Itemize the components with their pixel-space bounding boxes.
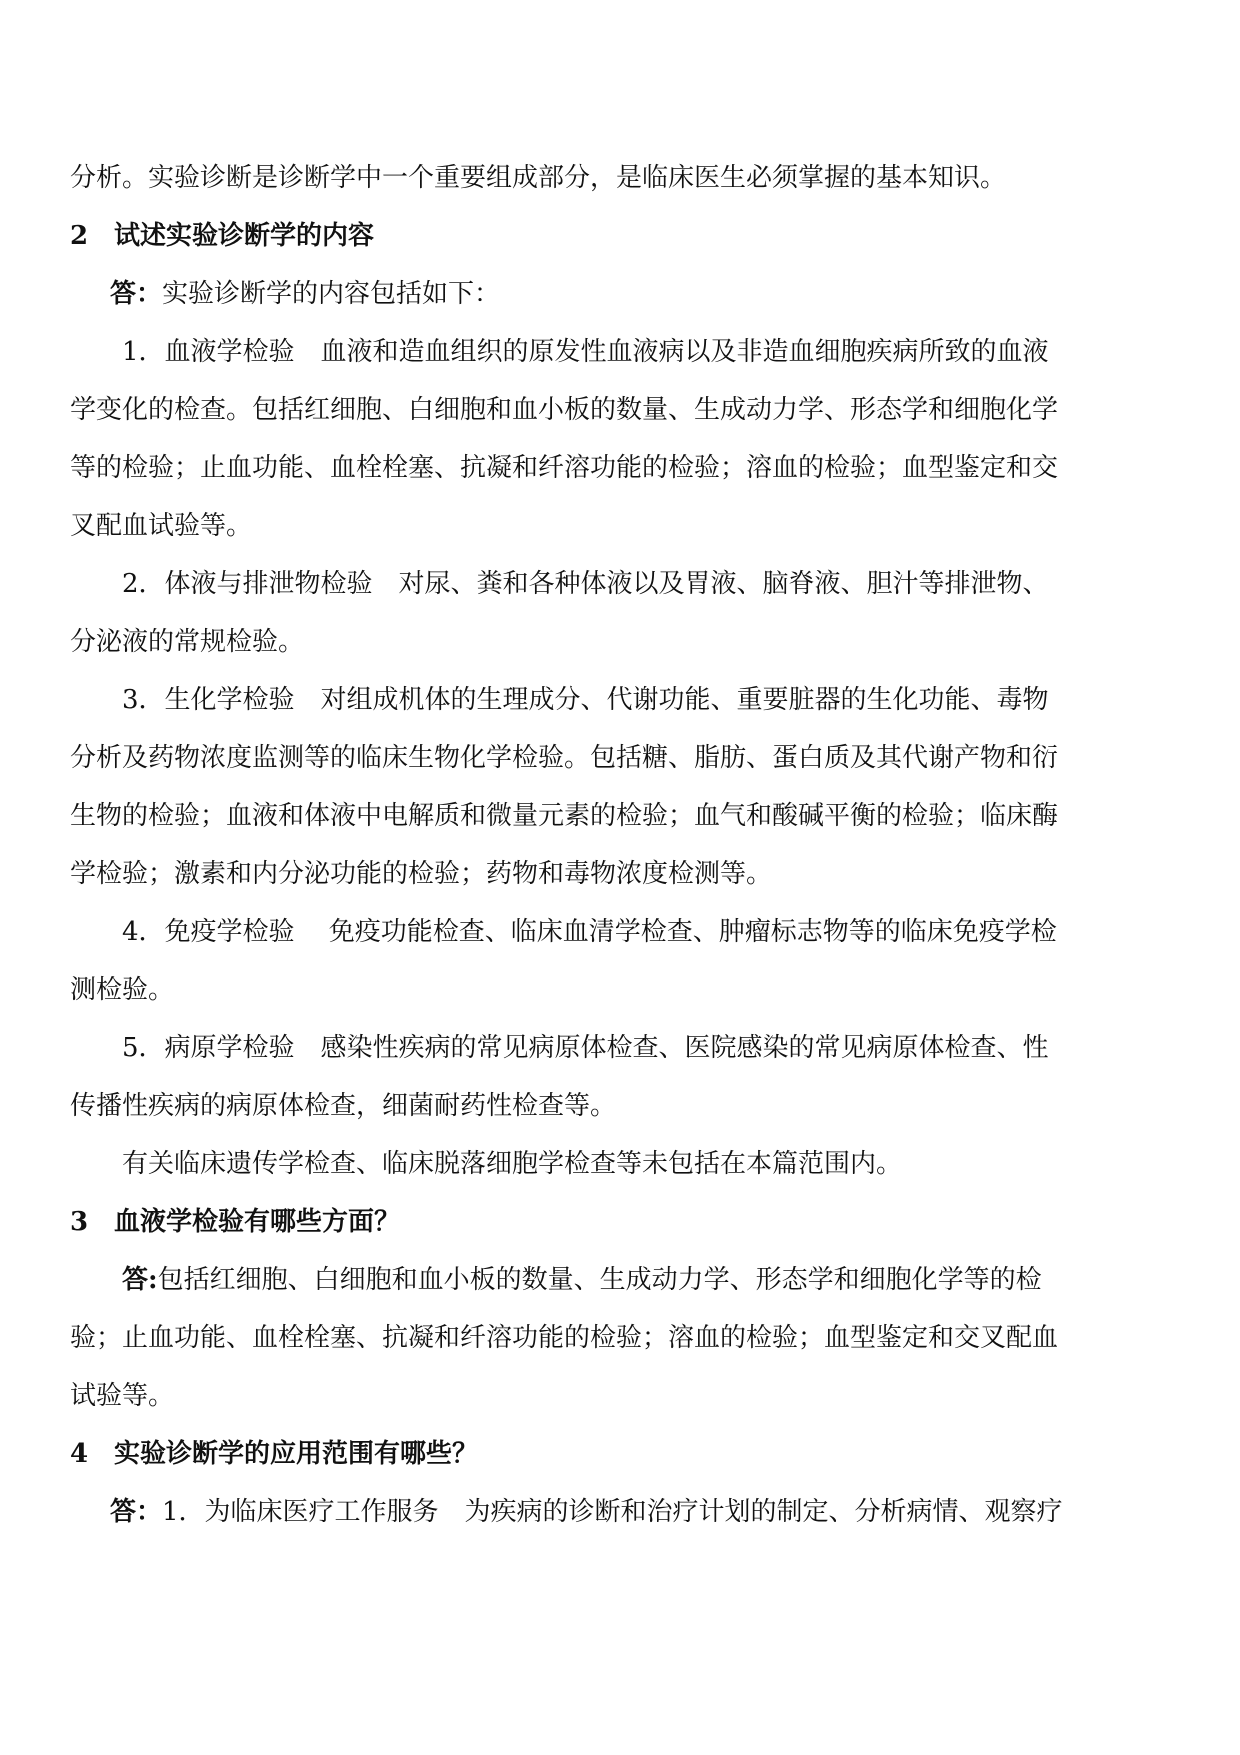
answer-label: 答： [110, 1497, 163, 1527]
question-number: 4 [70, 1439, 89, 1469]
question-text: 试述实验诊断学的内容 [114, 221, 375, 251]
paragraph-line: 3．生化学检验 对组成机体的生理成分、代谢功能、重要脏器的生化功能、毒物 [122, 685, 1049, 715]
paragraph-line: 5．病原学检验 感染性疾病的常见病原体检查、医院感染的常见病原体检查、性 [122, 1033, 1049, 1063]
question-heading [70, 1204, 1170, 1240]
answer-text: 1．为临床医疗工作服务 为疾病的诊断和治疗计划的制定、分析病情、观察疗 [162, 1497, 1063, 1527]
answer-label: 答: [122, 1265, 158, 1295]
answer-label: 答： [110, 279, 163, 309]
paragraph-line: 传播性疾病的病原体检查，细菌耐药性检查等。 [70, 1091, 617, 1121]
paragraph-line: 4．免疫学检验 免疫功能检查、临床血清学检查、肿瘤标志物等的临床免疫学检 [122, 917, 1057, 947]
paragraph-line: 分泌液的常规检验。 [70, 627, 305, 657]
paragraph-line: 分析。实验诊断是诊断学中一个重要组成部分，是临床医生必须掌握的基本知识。 [70, 163, 1007, 193]
answer-line [70, 1262, 1222, 1298]
answer-line [70, 276, 1210, 312]
answer-text: 包括红细胞、白细胞和血小板的数量、生成动力学、形态学和细胞化学等的检 [157, 1265, 1042, 1295]
paragraph-line: 学变化的检查。包括红细胞、白细胞和血小板的数量、生成动力学、形态学和细胞化学 [70, 395, 1059, 425]
paragraph-line: 分析及药物浓度监测等的临床生物化学检验。包括糖、脂肪、蛋白质及其代谢产物和衍 [70, 743, 1059, 773]
paragraph-line: 生物的检验；血液和体液中电解质和微量元素的检验；血气和酸碱平衡的检验；临床酶 [70, 801, 1059, 831]
answer-line [70, 1494, 1210, 1530]
question-text: 实验诊断学的应用范围有哪些？ [114, 1439, 479, 1469]
paragraph-line: 叉配血试验等。 [70, 511, 253, 541]
paragraph-line: 学检验；激素和内分泌功能的检验；药物和毒物浓度检测等。 [70, 859, 773, 889]
paragraph-line: 试验等。 [70, 1381, 175, 1411]
paragraph-line: 有关临床遗传学检查、临床脱落细胞学检查等未包括在本篇范围内。 [122, 1149, 903, 1179]
question-heading [70, 1436, 1170, 1472]
question-number: 2 [70, 221, 89, 251]
paragraph-line: 2．体液与排泄物检验 对尿、粪和各种体液以及胃液、脑脊液、胆汁等排泄物、 [122, 569, 1049, 599]
paragraph-line: 验；止血功能、血栓栓塞、抗凝和纤溶功能的检验；溶血的检验；血型鉴定和交叉配血 [70, 1323, 1059, 1353]
paragraph-line: 等的检验；止血功能、血栓栓塞、抗凝和纤溶功能的检验；溶血的检验；血型鉴定和交 [70, 453, 1059, 483]
question-number: 3 [70, 1207, 89, 1237]
paragraph-line: 测检验。 [70, 975, 175, 1005]
question-heading [70, 218, 1170, 254]
answer-text: 实验诊断学的内容包括如下： [162, 279, 501, 309]
paragraph-line: 1．血液学检验 血液和造血组织的原发性血液病以及非造血细胞疾病所致的血液 [122, 337, 1049, 367]
question-text: 血液学检验有哪些方面？ [114, 1207, 401, 1237]
